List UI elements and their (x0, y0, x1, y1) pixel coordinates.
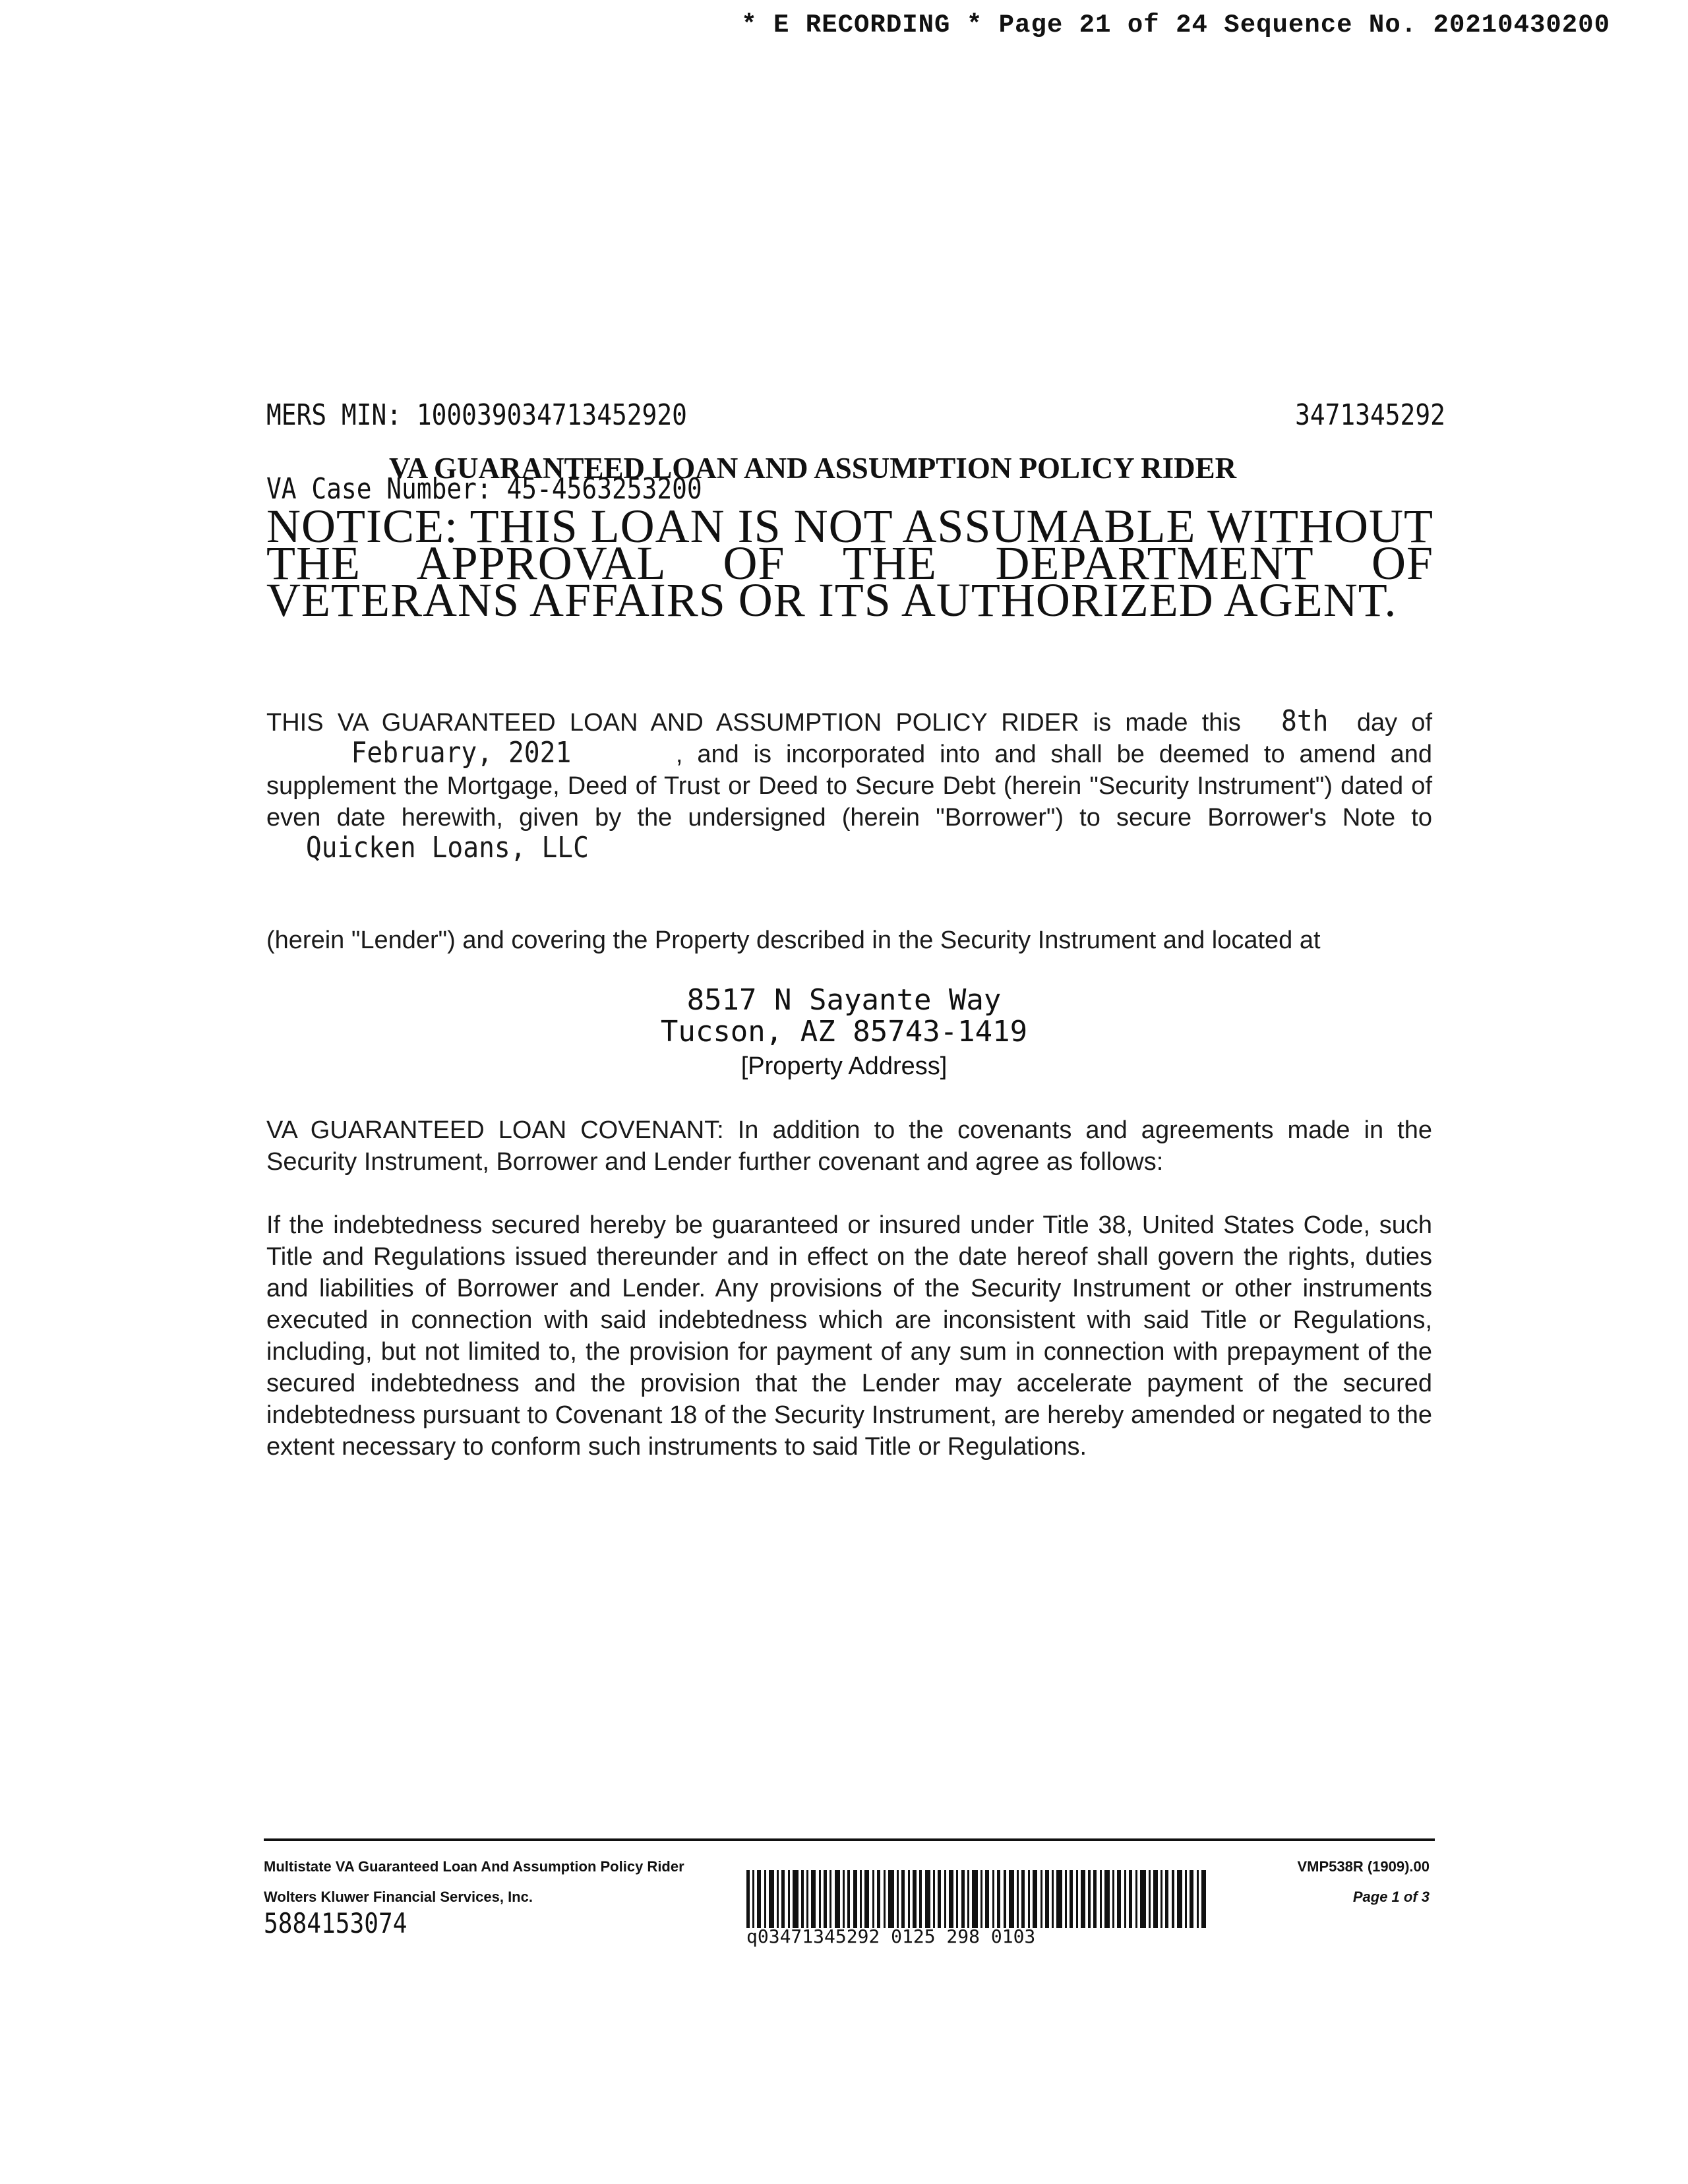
intro-text-2: day of (1356, 709, 1432, 737)
lender-fill: Quicken Loans, LLC (305, 831, 589, 864)
footer-form-code: VMP538R (1909).00 (1297, 1858, 1430, 1875)
footer-page-number: Page 1 of 3 (1352, 1889, 1430, 1905)
mers-min: MERS MIN: 100039034713452920 (266, 398, 687, 432)
recording-header: * E RECORDING * Page 21 of 24 Sequence No. 20210430200 (741, 11, 1610, 40)
barcode-number: q03471345292 0125 298 0103 (746, 1926, 1036, 1947)
barcode-icon (746, 1870, 1208, 1928)
intro-paragraph (266, 704, 1432, 865)
footer-divider (264, 1838, 1435, 1841)
property-address-label: [Property Address] (740, 1052, 948, 1080)
covenant-body: If the indebtedness secured hereby be guaranteed or insured under Title 38, United States Code, such Title and Regulations issued thereunder and in effect on the date hereof shall govern the rights, duties and liabilities of Borrower and Lender. Any provisions of the Security Instrument or other instruments executed in connection with said indebtedness which are inconsistent with said Title or Regulations, including, but not limited to, the provision for payment of any sum in connection with prepayment of the secured indebtedness and the provision that the Lender may accelerate payment of the secured indebtedness pursuant to Covenant 18 of the Security Instrument, are hereby amended or negated to the extent necessary to conform such instruments to said Title or Regulations. (266, 1211, 1432, 1461)
lender-paragraph: (herein "Lender") and covering the Property described in the Security Instrument and located at (266, 926, 1321, 954)
covenant-intro: VA GUARANTEED LOAN COVENANT: In addition to the covenants and agreements made in the Security Instrument, Borrower and Lender further covenant and agree as follows: (266, 1116, 1432, 1176)
property-address-line1: 8517 N Sayante Way (686, 983, 1002, 1017)
intro-text-3: , and is incorporated into and shall be deemed to amend and supplement the Mortgage, Deed of Trust or Deed to Secure Debt (herein "Security Instrument") dated of even date herewith, given by the undersigned (herein "Borrower") to secure Borrower's Note to (266, 741, 1432, 832)
month-year-fill: February, 2021 (351, 736, 572, 770)
intro-text-1: THIS VA GUARANTEED LOAN AND ASSUMPTION POLICY RIDER is made this (266, 709, 1241, 737)
property-address-line2: Tucson, AZ 85743-1419 (660, 1015, 1028, 1048)
footer-doc-number: 5884153074 (264, 1907, 407, 1939)
document-title: VA GUARANTEED LOAN AND ASSUMPTION POLICY RIDER (389, 452, 1237, 485)
footer-company: Wolters Kluwer Financial Services, Inc. (264, 1889, 533, 1905)
assumption-notice: NOTICE: THIS LOAN IS NOT ASSUMABLE WITHOUT THE APPROVAL OF THE DEPARTMENT OF VETERANS AFFAIRS OR ITS AUTHORIZED AGENT. (266, 500, 1433, 626)
day-fill: 8th (1281, 704, 1329, 738)
loan-number: 3471345292 (1295, 398, 1445, 432)
va-case-number: VA Case Number: 45-4563253200 (266, 472, 702, 506)
footer-form-name: Multistate VA Guaranteed Loan And Assumption Policy Rider (264, 1858, 684, 1875)
